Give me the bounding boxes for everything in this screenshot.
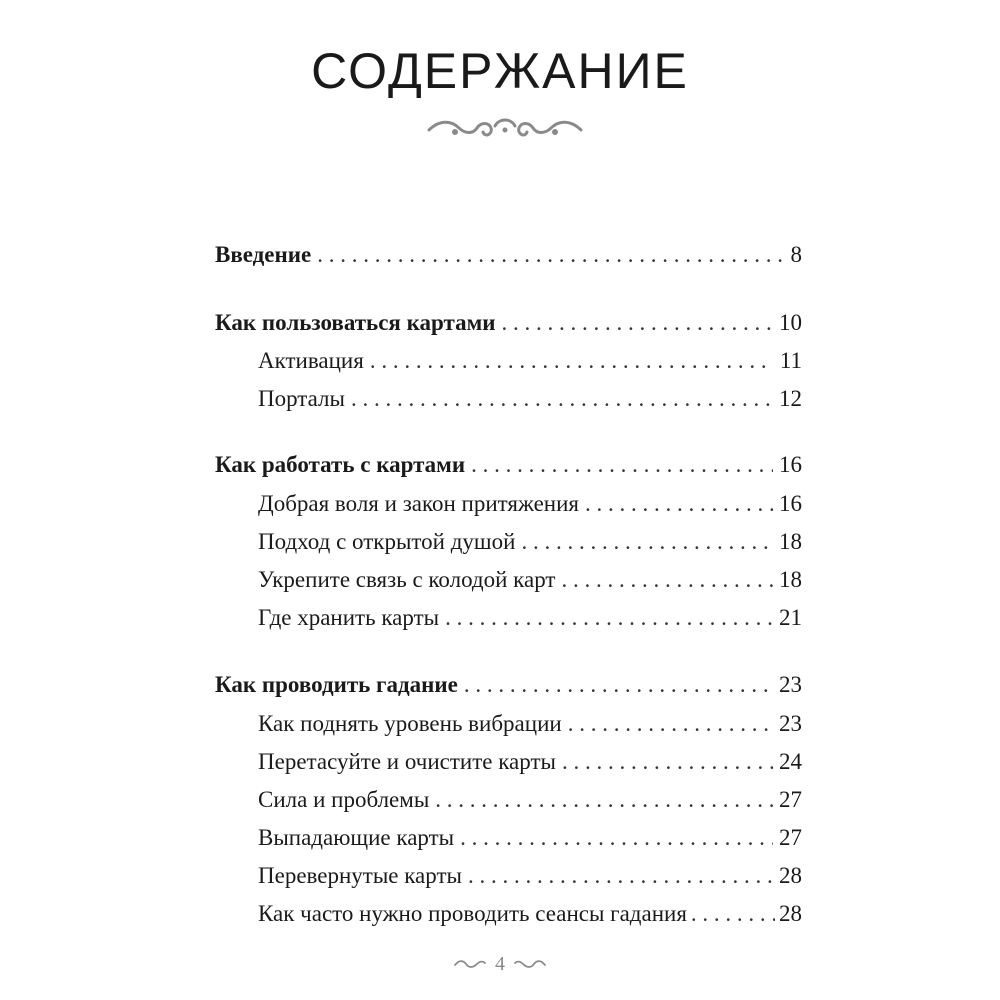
dot-leader (585, 489, 773, 519)
toc-entry-page: 11 (779, 348, 802, 373)
dot-leader (464, 670, 773, 700)
toc-entry (258, 823, 802, 853)
toc-entry-page: 28 (779, 863, 802, 888)
toc-entry (258, 384, 802, 414)
toc-entry (258, 603, 802, 633)
toc-entry (258, 861, 802, 891)
toc-entry-page: 8 (790, 242, 802, 267)
toc-entry-title: Добрая воля и закон притяжения (258, 491, 579, 516)
toc-entry-page: 27 (779, 787, 802, 812)
toc-entry-page: 28 (779, 901, 802, 926)
swirl-left-icon (453, 958, 487, 970)
toc-entry (215, 450, 802, 480)
toc-entry-title: Как пользоваться картами (215, 310, 496, 335)
dot-leader (691, 899, 775, 929)
toc-entry (258, 527, 802, 557)
toc-entry-title: Сила и проблемы (258, 787, 430, 812)
toc-entry (215, 670, 802, 700)
page-title: СОДЕРЖАНИЕ (311, 43, 689, 99)
toc-entry-title: Активация (258, 348, 364, 373)
dot-leader (561, 565, 773, 595)
toc-entry (258, 785, 802, 815)
toc-entry-page: 12 (779, 386, 802, 411)
toc-entry-page: 10 (779, 310, 802, 335)
toc-entry (215, 240, 802, 270)
dot-leader (568, 709, 773, 739)
flourish-ornament-icon (425, 112, 585, 146)
toc-entry (258, 747, 802, 777)
dot-leader (317, 240, 784, 270)
toc-entry-title: Перетасуйте и очистите карты (258, 749, 556, 774)
toc-entry-title: Введение (215, 242, 312, 267)
toc-entry-title: Выпадающие карты (258, 825, 455, 850)
toc-entry (258, 899, 802, 929)
toc-entry-page: 23 (779, 672, 802, 697)
toc-entry-page: 16 (779, 452, 802, 477)
toc-entry-page: 18 (779, 567, 802, 592)
dot-leader (445, 603, 773, 633)
toc-entry (215, 308, 802, 338)
page-footer (0, 950, 1000, 978)
toc-entry-title: Порталы (258, 386, 345, 411)
page-number: 4 (495, 952, 505, 975)
dot-leader (502, 308, 773, 338)
dot-leader (468, 861, 773, 891)
toc-entry-title: Где хранить карты (258, 605, 440, 630)
toc-entry (258, 489, 802, 519)
toc-entry-title: Как проводить гадание (215, 672, 458, 697)
toc-entry-page: 27 (779, 825, 802, 850)
toc-entry-page: 24 (779, 749, 802, 774)
toc-entry (258, 709, 802, 739)
toc-entry-title: Как поднять уровень вибрации (258, 711, 562, 736)
toc-entry-title: Подход с открытой душой (258, 529, 516, 554)
dot-leader (521, 527, 773, 557)
dot-leader (435, 785, 773, 815)
dot-leader (562, 747, 773, 777)
toc-entry-title: Как часто нужно проводить сеансы гадания (258, 901, 687, 926)
dot-leader (471, 450, 773, 480)
toc-entry-title: Перевернутые карты (258, 863, 462, 888)
toc-entry (258, 346, 802, 376)
swirl-right-icon (513, 958, 547, 970)
toc-entry (258, 565, 802, 595)
toc-entry-title: Как работать с картами (215, 452, 466, 477)
dot-leader (351, 384, 773, 414)
toc-entry-page: 16 (779, 491, 802, 516)
toc-entry-page: 23 (779, 711, 802, 736)
toc-entry-title: Укрепите связь с колодой карт (258, 567, 556, 592)
dot-leader (370, 346, 774, 376)
toc-entry-page: 21 (779, 605, 802, 630)
dot-leader (460, 823, 773, 853)
toc-entry-page: 18 (779, 529, 802, 554)
